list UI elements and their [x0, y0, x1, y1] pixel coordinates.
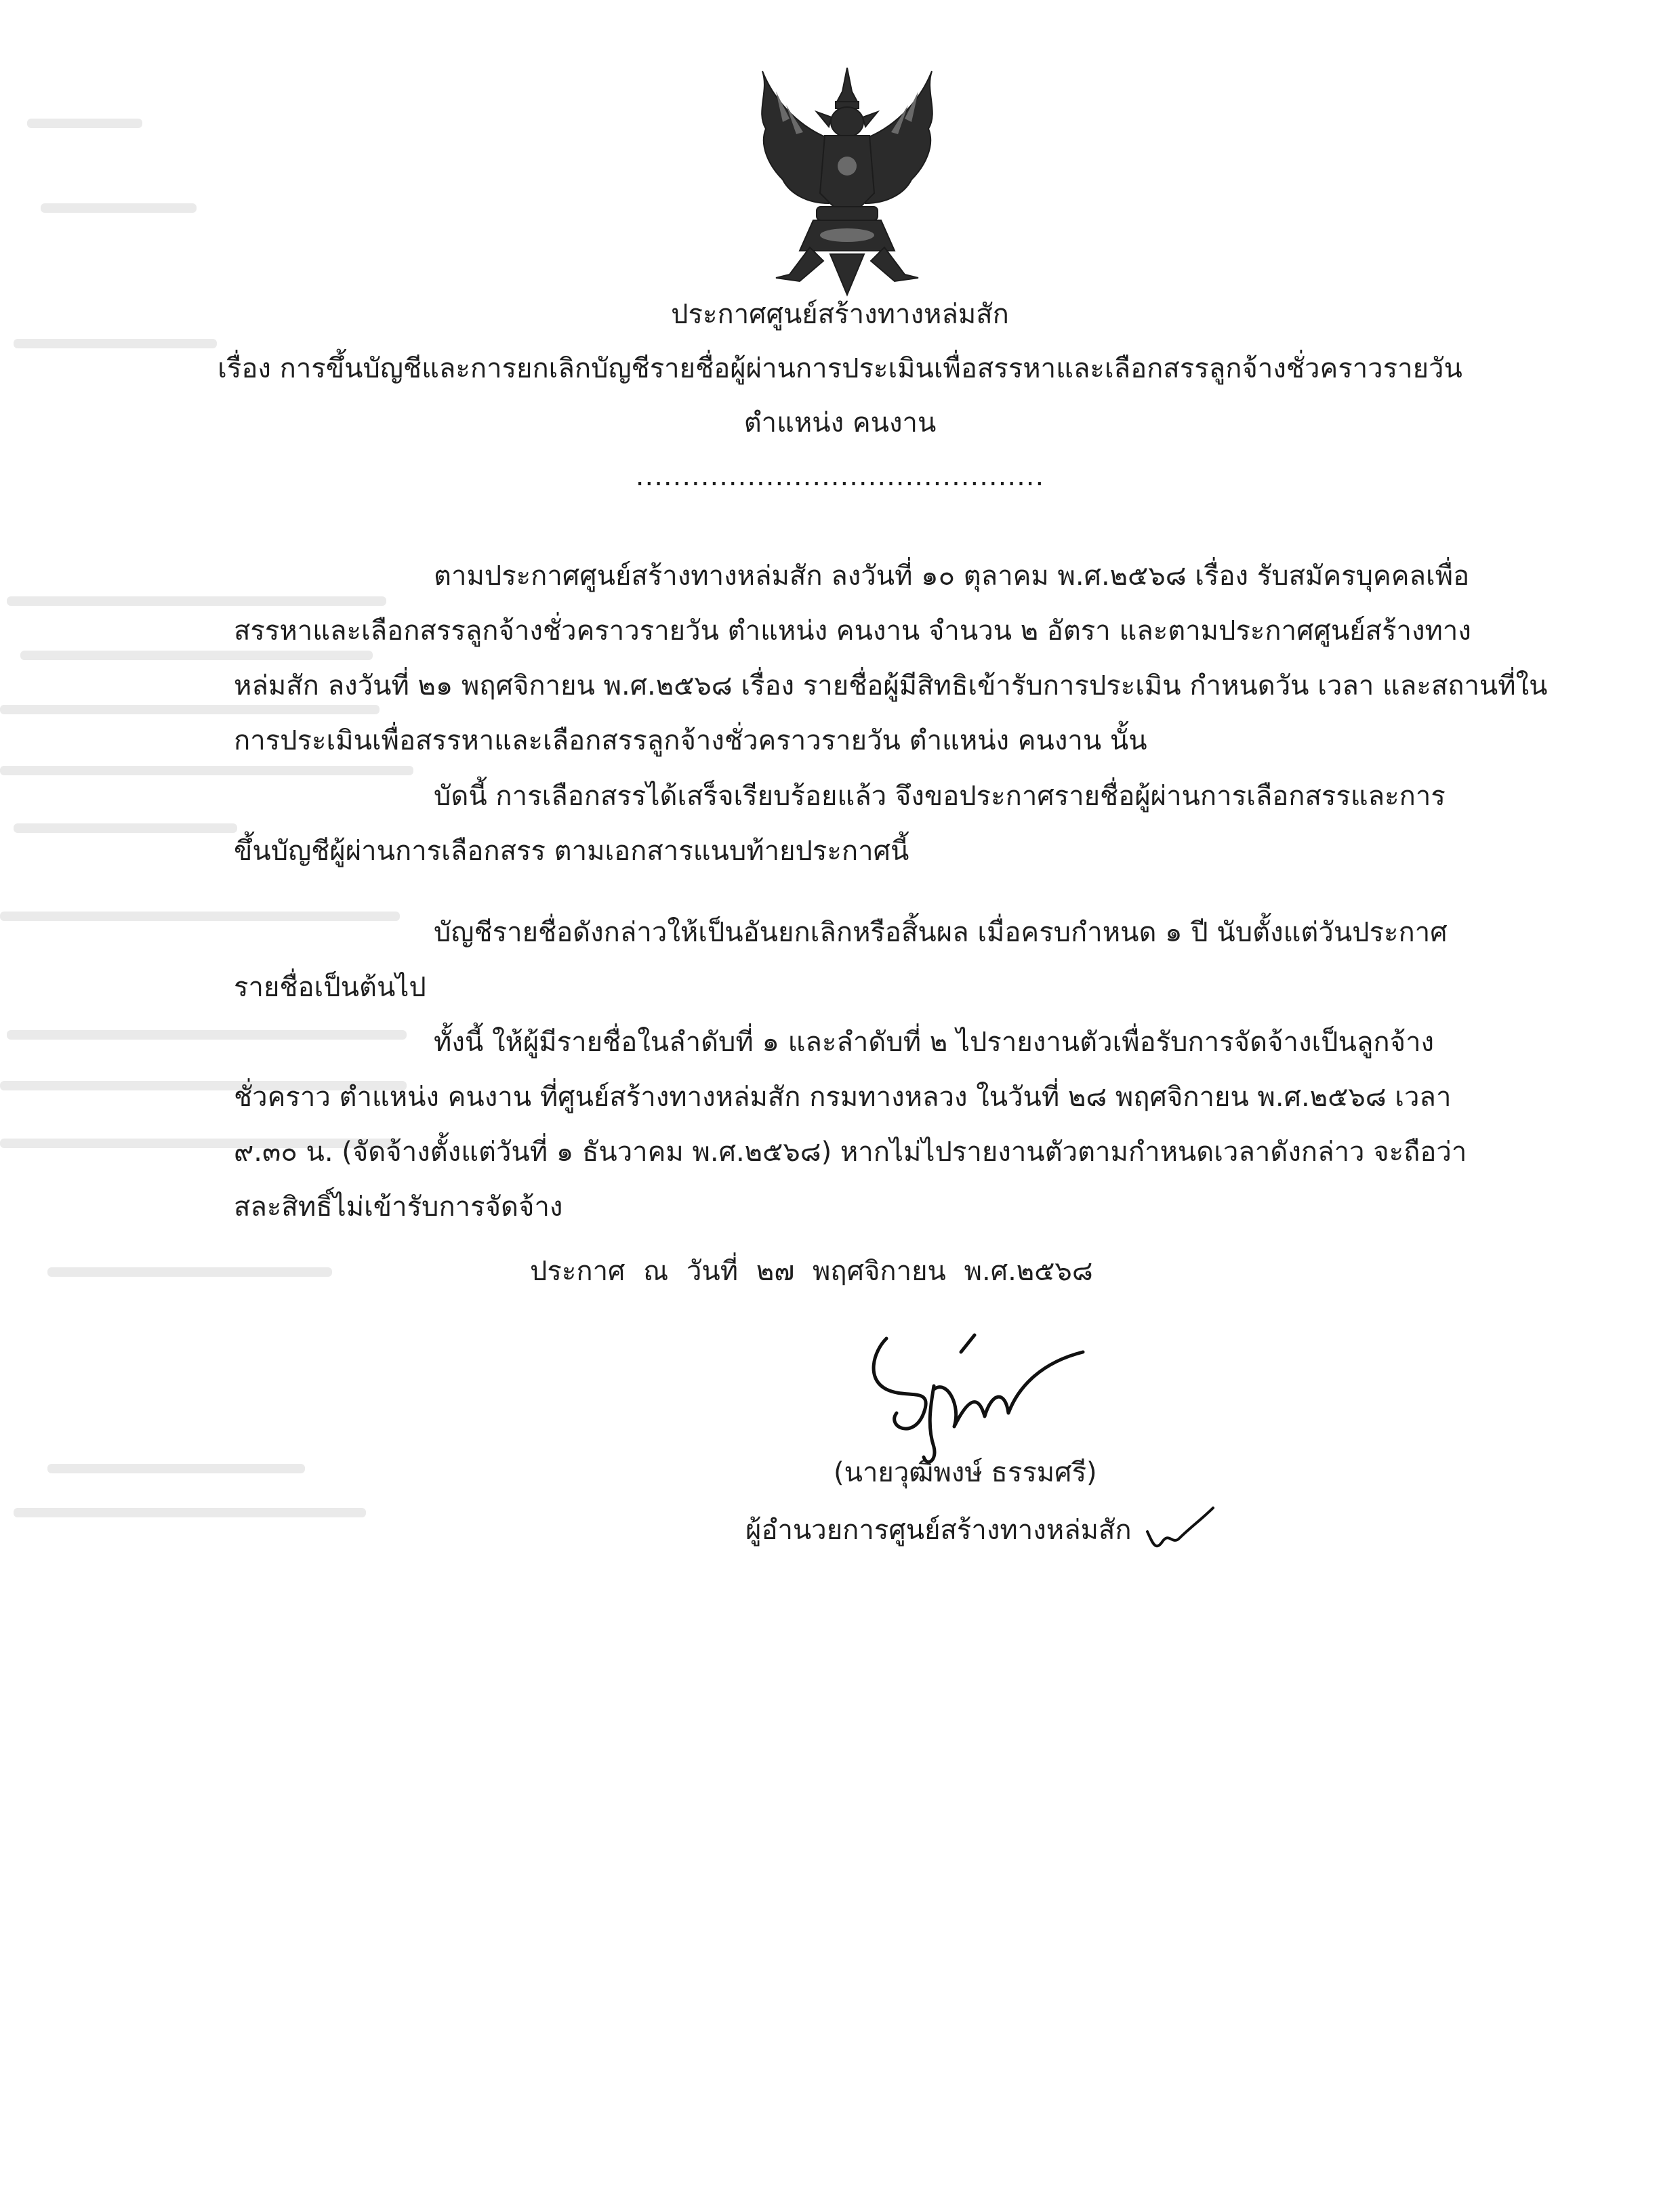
body-paragraph-4 [234, 1015, 1504, 1235]
garuda-emblem-icon [749, 64, 945, 298]
paragraph-line: ชั่วคราว ตำแหน่ง คนงาน ที่ศูนย์สร้างทางหล่มสัก กรมทางหลวง ในวันที่ ๒๘ พฤศจิกายน พ.ศ.๒๕๖๘ เวลา [234, 1082, 1452, 1113]
paragraph-line: ๙.๓๐ น. (จัดจ้างตั้งแต่วันที่ ๑ ธันวาคม พ.ศ.๒๕๖๘) หากไม่ไปรายงานตัวตามกำหนดเวลาดังกล่าว จะถือว่า [234, 1137, 1467, 1168]
announcement-date: ประกาศ ณ วันที่ ๒๗ พฤศจิกายน พ.ศ.๒๕๖๘ [530, 1256, 1093, 1287]
signer-title: ผู้อำนวยการศูนย์สร้างทางหล่มสัก [745, 1515, 1132, 1546]
handwritten-signature-icon [859, 1325, 1090, 1471]
signer-name: (นายวุฒิพงษ์ ธรรมศรี) [834, 1457, 1097, 1488]
body-paragraph-2 [234, 769, 1504, 879]
paragraph-line: บัดนี้ การเลือกสรรได้เสร็จเรียบร้อยแล้ว จึงขอประกาศรายชื่อผู้ผ่านการเลือกสรรและการ [434, 781, 1446, 812]
body-paragraph-1 [234, 549, 1548, 769]
paragraph-line: ทั้งนี้ ให้ผู้มีรายชื่อในลำดับที่ ๑ และลำดับที่ ๒ ไปรายงานตัวเพื่อรับการจัดจ้างเป็นลูกจ้าง [434, 1027, 1435, 1058]
paragraph-line: การประเมินเพื่อสรรหาและเลือกสรรลูกจ้างชั่วคราวรายวัน ตำแหน่ง คนงาน นั้น [234, 725, 1147, 756]
paragraph-line: บัญชีรายชื่อดังกล่าวให้เป็นอันยกเลิกหรือสิ้นผล เมื่อครบกำหนด ๑ ปี นับตั้งแต่วันประกาศ [434, 917, 1448, 948]
paragraph-line: หล่มสัก ลงวันที่ ๒๑ พฤศจิกายน พ.ศ.๒๕๖๘ เรื่อง รายชื่อผู้มีสิทธิเข้ารับการประเมิน กำหนดวัน เวลา และสถานที่ใน [234, 670, 1548, 701]
announcement-position: ตำแหน่ง คนงาน [743, 407, 937, 438]
paragraph-line: ตามประกาศศูนย์สร้างทางหล่มสัก ลงวันที่ ๑๐ ตุลาคม พ.ศ.๒๕๖๘ เรื่อง รับสมัครบุคคลเพื่อ [434, 560, 1470, 592]
paragraph-line: สรรหาและเลือกสรรลูกจ้างชั่วคราวรายวัน ตำแหน่ง คนงาน จำนวน ๒ อัตรา และตามประกาศศูนย์สร้างทาง [234, 615, 1471, 647]
handwritten-initials-icon [1142, 1505, 1216, 1555]
paragraph-line: ขึ้นบัญชีผู้ผ่านการเลือกสรร ตามเอกสารแนบท้ายประกาศนี้ [234, 836, 909, 867]
header-separator: ............................................ [635, 461, 1045, 492]
body-paragraph-3 [234, 905, 1504, 1015]
paragraph-line: สละสิทธิ์ไม่เข้ารับการจัดจ้าง [234, 1191, 563, 1223]
announcement-subject: เรื่อง การขึ้นบัญชีและการยกเลิกบัญชีรายชื่อผู้ผ่านการประเมินเพื่อสรรหาและเลือกสรรลูกจ้างชั่วคราวรายวัน [218, 353, 1462, 384]
announcement-title: ประกาศศูนย์สร้างทางหล่มสัก [671, 299, 1009, 330]
paragraph-line: รายชื่อเป็นต้นไป [234, 972, 426, 1003]
